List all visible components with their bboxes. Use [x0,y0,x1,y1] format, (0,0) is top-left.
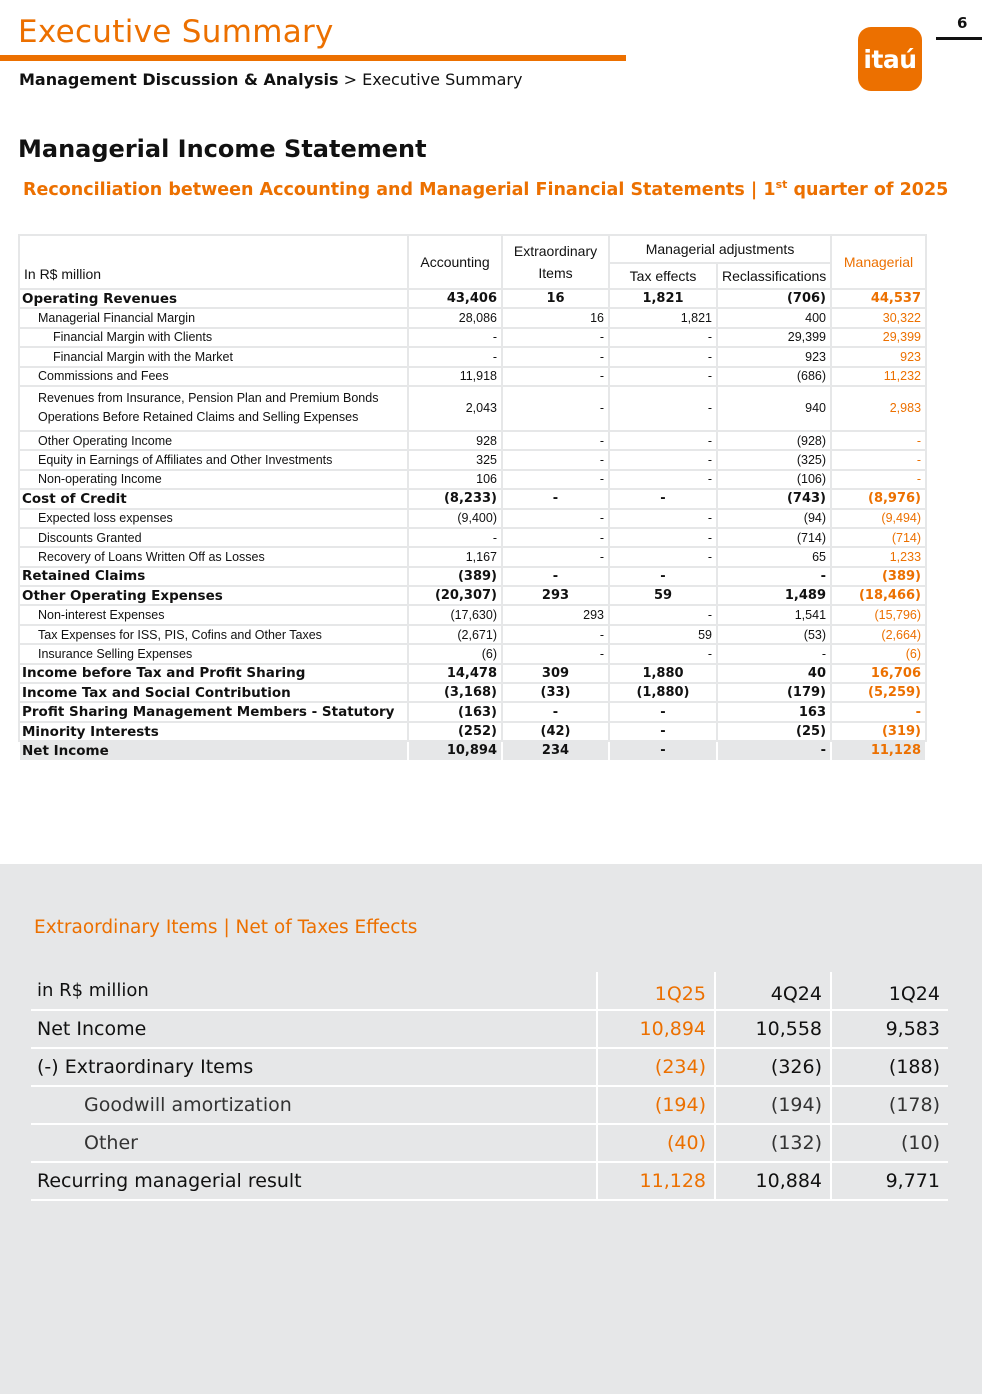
ext-header-row [31,972,948,1010]
cell-tax-effects: - [609,347,717,366]
table-row [19,664,926,683]
cell-reclassifications: 940 [717,386,831,431]
row-label: Income Tax and Social Contribution [19,683,408,702]
itau-logo [858,27,922,91]
ext-cell: (132) [715,1124,831,1162]
cell-tax-effects: - [609,367,717,386]
cell-managerial: (2,664) [831,625,926,644]
cell-accounting: 28,086 [408,308,502,327]
table-row [19,289,926,308]
ext-col-header: 4Q24 [715,972,831,1010]
cell-managerial: 44,537 [831,289,926,308]
cell-reclassifications: - [717,741,831,760]
extraordinary-items-table [31,972,948,1201]
cell-reclassifications: (686) [717,367,831,386]
ext-row-label: Goodwill amortization [31,1086,597,1124]
row-label: Equity in Earnings of Affiliates and Other Investments [19,450,408,469]
ext-col-header: 1Q24 [831,972,948,1010]
cell-reclassifications: (25) [717,722,831,741]
breadcrumb [19,70,522,89]
table-row [19,528,926,547]
cell-managerial: - [831,450,926,469]
ext-col-header: 1Q25 [597,972,715,1010]
cell-managerial: (18,466) [831,586,926,605]
cell-accounting: - [408,328,502,347]
row-label: Tax Expenses for ISS, PIS, Cofins and Other Taxes [19,625,408,644]
logo-text: itaú [863,44,917,74]
cell-extraordinary: 234 [502,741,609,760]
table-row [19,328,926,347]
table-row [19,450,926,469]
cell-managerial: - [831,470,926,489]
col-header-extraordinary [502,235,609,289]
row-label: Non-operating Income [19,470,408,489]
cell-reclassifications: 29,399 [717,328,831,347]
cell-tax-effects: - [609,528,717,547]
row-label: Commissions and Fees [19,367,408,386]
ext-row-label: Other [31,1124,597,1162]
ext-cell: 9,771 [831,1162,948,1200]
table-row [19,644,926,663]
col-header-reclassifications: Reclassifications [717,263,831,289]
row-label [19,386,408,431]
table-row [19,683,926,702]
cell-accounting: - [408,528,502,547]
row-label: Financial Margin with Clients [19,328,408,347]
unit-label: In R$ million [19,235,408,289]
row-label: Non-interest Expenses [19,605,408,624]
col-header-managerial-adjustments: Managerial adjustments [609,235,831,263]
cell-managerial: - [831,431,926,450]
table-row [19,702,926,721]
cell-tax-effects: 59 [609,625,717,644]
cell-tax-effects: 1,821 [609,289,717,308]
section-title: Managerial Income Statement [18,135,427,163]
cell-accounting: 11,918 [408,367,502,386]
cell-tax-effects: - [609,489,717,508]
cell-managerial: 11,232 [831,367,926,386]
cell-managerial: (319) [831,722,926,741]
ext-cell: (178) [831,1086,948,1124]
cell-reclassifications: 65 [717,547,831,566]
cell-extraordinary: - [502,450,609,469]
ext-cell: 10,884 [715,1162,831,1200]
table-row [19,625,926,644]
ext-cell: (234) [597,1048,715,1086]
cell-accounting: 928 [408,431,502,450]
row-label: Cost of Credit [19,489,408,508]
ext-row [31,1048,948,1086]
section-subtitle [23,178,948,200]
table-row [19,722,926,741]
cell-accounting: (8,233) [408,489,502,508]
cell-accounting: 1,167 [408,547,502,566]
income-statement-table [18,234,927,762]
cell-reclassifications: (179) [717,683,831,702]
breadcrumb-separator: > [343,70,358,89]
row-label: Insurance Selling Expenses [19,644,408,663]
row-label-line: Revenues from Insurance, Pension Plan and Premium Bonds [38,391,379,406]
cell-extraordinary: - [502,567,609,586]
ext-row [31,1086,948,1124]
ext-cell: 10,558 [715,1010,831,1048]
cell-managerial: (8,976) [831,489,926,508]
ext-row-label: Recurring managerial result [31,1162,597,1200]
table-row [19,605,926,624]
cell-reclassifications: (928) [717,431,831,450]
subtitle-text: Reconciliation between Accounting and Managerial Financial Statements | 1 [23,180,776,200]
cell-managerial: (389) [831,567,926,586]
row-label: Retained Claims [19,567,408,586]
cell-extraordinary: - [502,347,609,366]
table-row [19,586,926,605]
cell-accounting: 106 [408,470,502,489]
cell-reclassifications: 163 [717,702,831,721]
extraordinary-items-title: Extraordinary Items | Net of Taxes Effects [34,917,418,938]
ext-row [31,1162,948,1200]
cell-reclassifications: (94) [717,509,831,528]
ext-unit-label: in R$ million [31,972,597,1010]
cell-accounting: (2,671) [408,625,502,644]
cell-managerial: - [831,702,926,721]
cell-extraordinary: - [502,367,609,386]
table-row [19,347,926,366]
cell-tax-effects: - [609,741,717,760]
cell-reclassifications: (714) [717,528,831,547]
cell-extraordinary: - [502,547,609,566]
cell-reclassifications: (53) [717,625,831,644]
ext-row [31,1124,948,1162]
cell-reclassifications: (706) [717,289,831,308]
table-row [19,509,926,528]
col-header-tax-effects: Tax effects [609,263,717,289]
cell-extraordinary: 16 [502,289,609,308]
breadcrumb-parent: Management Discussion & Analysis [19,70,339,89]
cell-extraordinary: - [502,528,609,547]
row-label: Operating Revenues [19,289,408,308]
cell-tax-effects: - [609,328,717,347]
cell-accounting: 10,894 [408,741,502,760]
ext-row-label: (-) Extraordinary Items [31,1048,597,1086]
cell-accounting: (252) [408,722,502,741]
cell-tax-effects: - [609,386,717,431]
ext-cell: (10) [831,1124,948,1162]
cell-accounting: (3,168) [408,683,502,702]
cell-tax-effects: - [609,722,717,741]
cell-accounting: (6) [408,644,502,663]
cell-accounting: 43,406 [408,289,502,308]
cell-extraordinary: - [502,509,609,528]
cell-accounting: 2,043 [408,386,502,431]
cell-managerial: 29,399 [831,328,926,347]
cell-reclassifications: (106) [717,470,831,489]
row-label: Managerial Financial Margin [19,308,408,327]
cell-reclassifications: 1,541 [717,605,831,624]
cell-tax-effects: 1,821 [609,308,717,327]
row-label: Recovery of Loans Written Off as Losses [19,547,408,566]
cell-reclassifications: 400 [717,308,831,327]
ext-cell: (194) [715,1086,831,1124]
cell-managerial: (15,796) [831,605,926,624]
table-row [19,308,926,327]
cell-tax-effects: - [609,644,717,663]
cell-accounting: 14,478 [408,664,502,683]
page-header-title: Executive Summary [18,14,334,50]
row-label: Minority Interests [19,722,408,741]
table-row [19,386,926,431]
table-row [19,547,926,566]
cell-extraordinary: - [502,386,609,431]
cell-extraordinary: - [502,702,609,721]
cell-accounting: (20,307) [408,586,502,605]
cell-reclassifications: - [717,567,831,586]
cell-accounting: 325 [408,450,502,469]
cell-managerial: 923 [831,347,926,366]
row-label: Other Operating Income [19,431,408,450]
cell-managerial: (5,259) [831,683,926,702]
cell-reclassifications: - [717,644,831,663]
header-rule [0,55,626,61]
cell-tax-effects: 1,880 [609,664,717,683]
cell-extraordinary: - [502,431,609,450]
cell-accounting: (163) [408,702,502,721]
cell-accounting: (389) [408,567,502,586]
cell-tax-effects: - [609,547,717,566]
cell-tax-effects: - [609,470,717,489]
ext-cell: 10,894 [597,1010,715,1048]
table-row [19,470,926,489]
cell-managerial: (6) [831,644,926,663]
subtitle-text-end: quarter of 2025 [787,180,949,200]
cell-reclassifications: 40 [717,664,831,683]
ext-cell: 9,583 [831,1010,948,1048]
cell-extraordinary: - [502,328,609,347]
cell-reclassifications: 923 [717,347,831,366]
cell-extraordinary: - [502,489,609,508]
cell-extraordinary: - [502,470,609,489]
cell-extraordinary: 16 [502,308,609,327]
cell-extraordinary: (42) [502,722,609,741]
row-label-line: Operations Before Retained Claims and Selling Expenses [38,410,359,425]
cell-reclassifications: 1,489 [717,586,831,605]
subtitle-superscript: st [775,178,788,191]
cell-extraordinary: 293 [502,586,609,605]
row-label: Income before Tax and Profit Sharing [19,664,408,683]
cell-tax-effects: - [609,702,717,721]
cell-managerial: (9,494) [831,509,926,528]
cell-reclassifications: (325) [717,450,831,469]
ext-cell: (40) [597,1124,715,1162]
cell-managerial: 1,233 [831,547,926,566]
row-label: Financial Margin with the Market [19,347,408,366]
cell-tax-effects: - [609,605,717,624]
row-label: Net Income [19,741,408,760]
table-row [19,367,926,386]
cell-tax-effects: 59 [609,586,717,605]
cell-tax-effects: - [609,567,717,586]
row-label: Other Operating Expenses [19,586,408,605]
ext-row [31,1010,948,1048]
page-number: 6 [957,14,968,32]
row-label: Discounts Granted [19,528,408,547]
cell-accounting: - [408,347,502,366]
ext-cell: (188) [831,1048,948,1086]
cell-tax-effects: - [609,431,717,450]
table-row [19,489,926,508]
cell-tax-effects: - [609,509,717,528]
table-header-row [19,235,926,263]
cell-reclassifications: (743) [717,489,831,508]
col-header-extraordinary-text: Extraordinary Items [513,243,598,281]
cell-managerial: 16,706 [831,664,926,683]
cell-extraordinary: - [502,625,609,644]
breadcrumb-current: Executive Summary [362,70,523,89]
cell-extraordinary: 309 [502,664,609,683]
ext-row-label: Net Income [31,1010,597,1048]
cell-extraordinary: 293 [502,605,609,624]
row-label: Expected loss expenses [19,509,408,528]
cell-managerial: 30,322 [831,308,926,327]
col-header-managerial: Managerial [831,235,926,289]
cell-accounting: (9,400) [408,509,502,528]
row-label: Profit Sharing Management Members - Statutory [19,702,408,721]
table-row [19,431,926,450]
page-number-rule [936,37,982,40]
table-row [19,567,926,586]
cell-managerial: 2,983 [831,386,926,431]
cell-tax-effects: - [609,450,717,469]
ext-cell: 11,128 [597,1162,715,1200]
col-header-accounting: Accounting [408,235,502,289]
cell-managerial: (714) [831,528,926,547]
cell-extraordinary: - [502,644,609,663]
ext-cell: (194) [597,1086,715,1124]
cell-accounting: (17,630) [408,605,502,624]
cell-extraordinary: (33) [502,683,609,702]
table-row [19,741,926,760]
cell-tax-effects: (1,880) [609,683,717,702]
ext-cell: (326) [715,1048,831,1086]
cell-managerial: 11,128 [831,741,926,760]
